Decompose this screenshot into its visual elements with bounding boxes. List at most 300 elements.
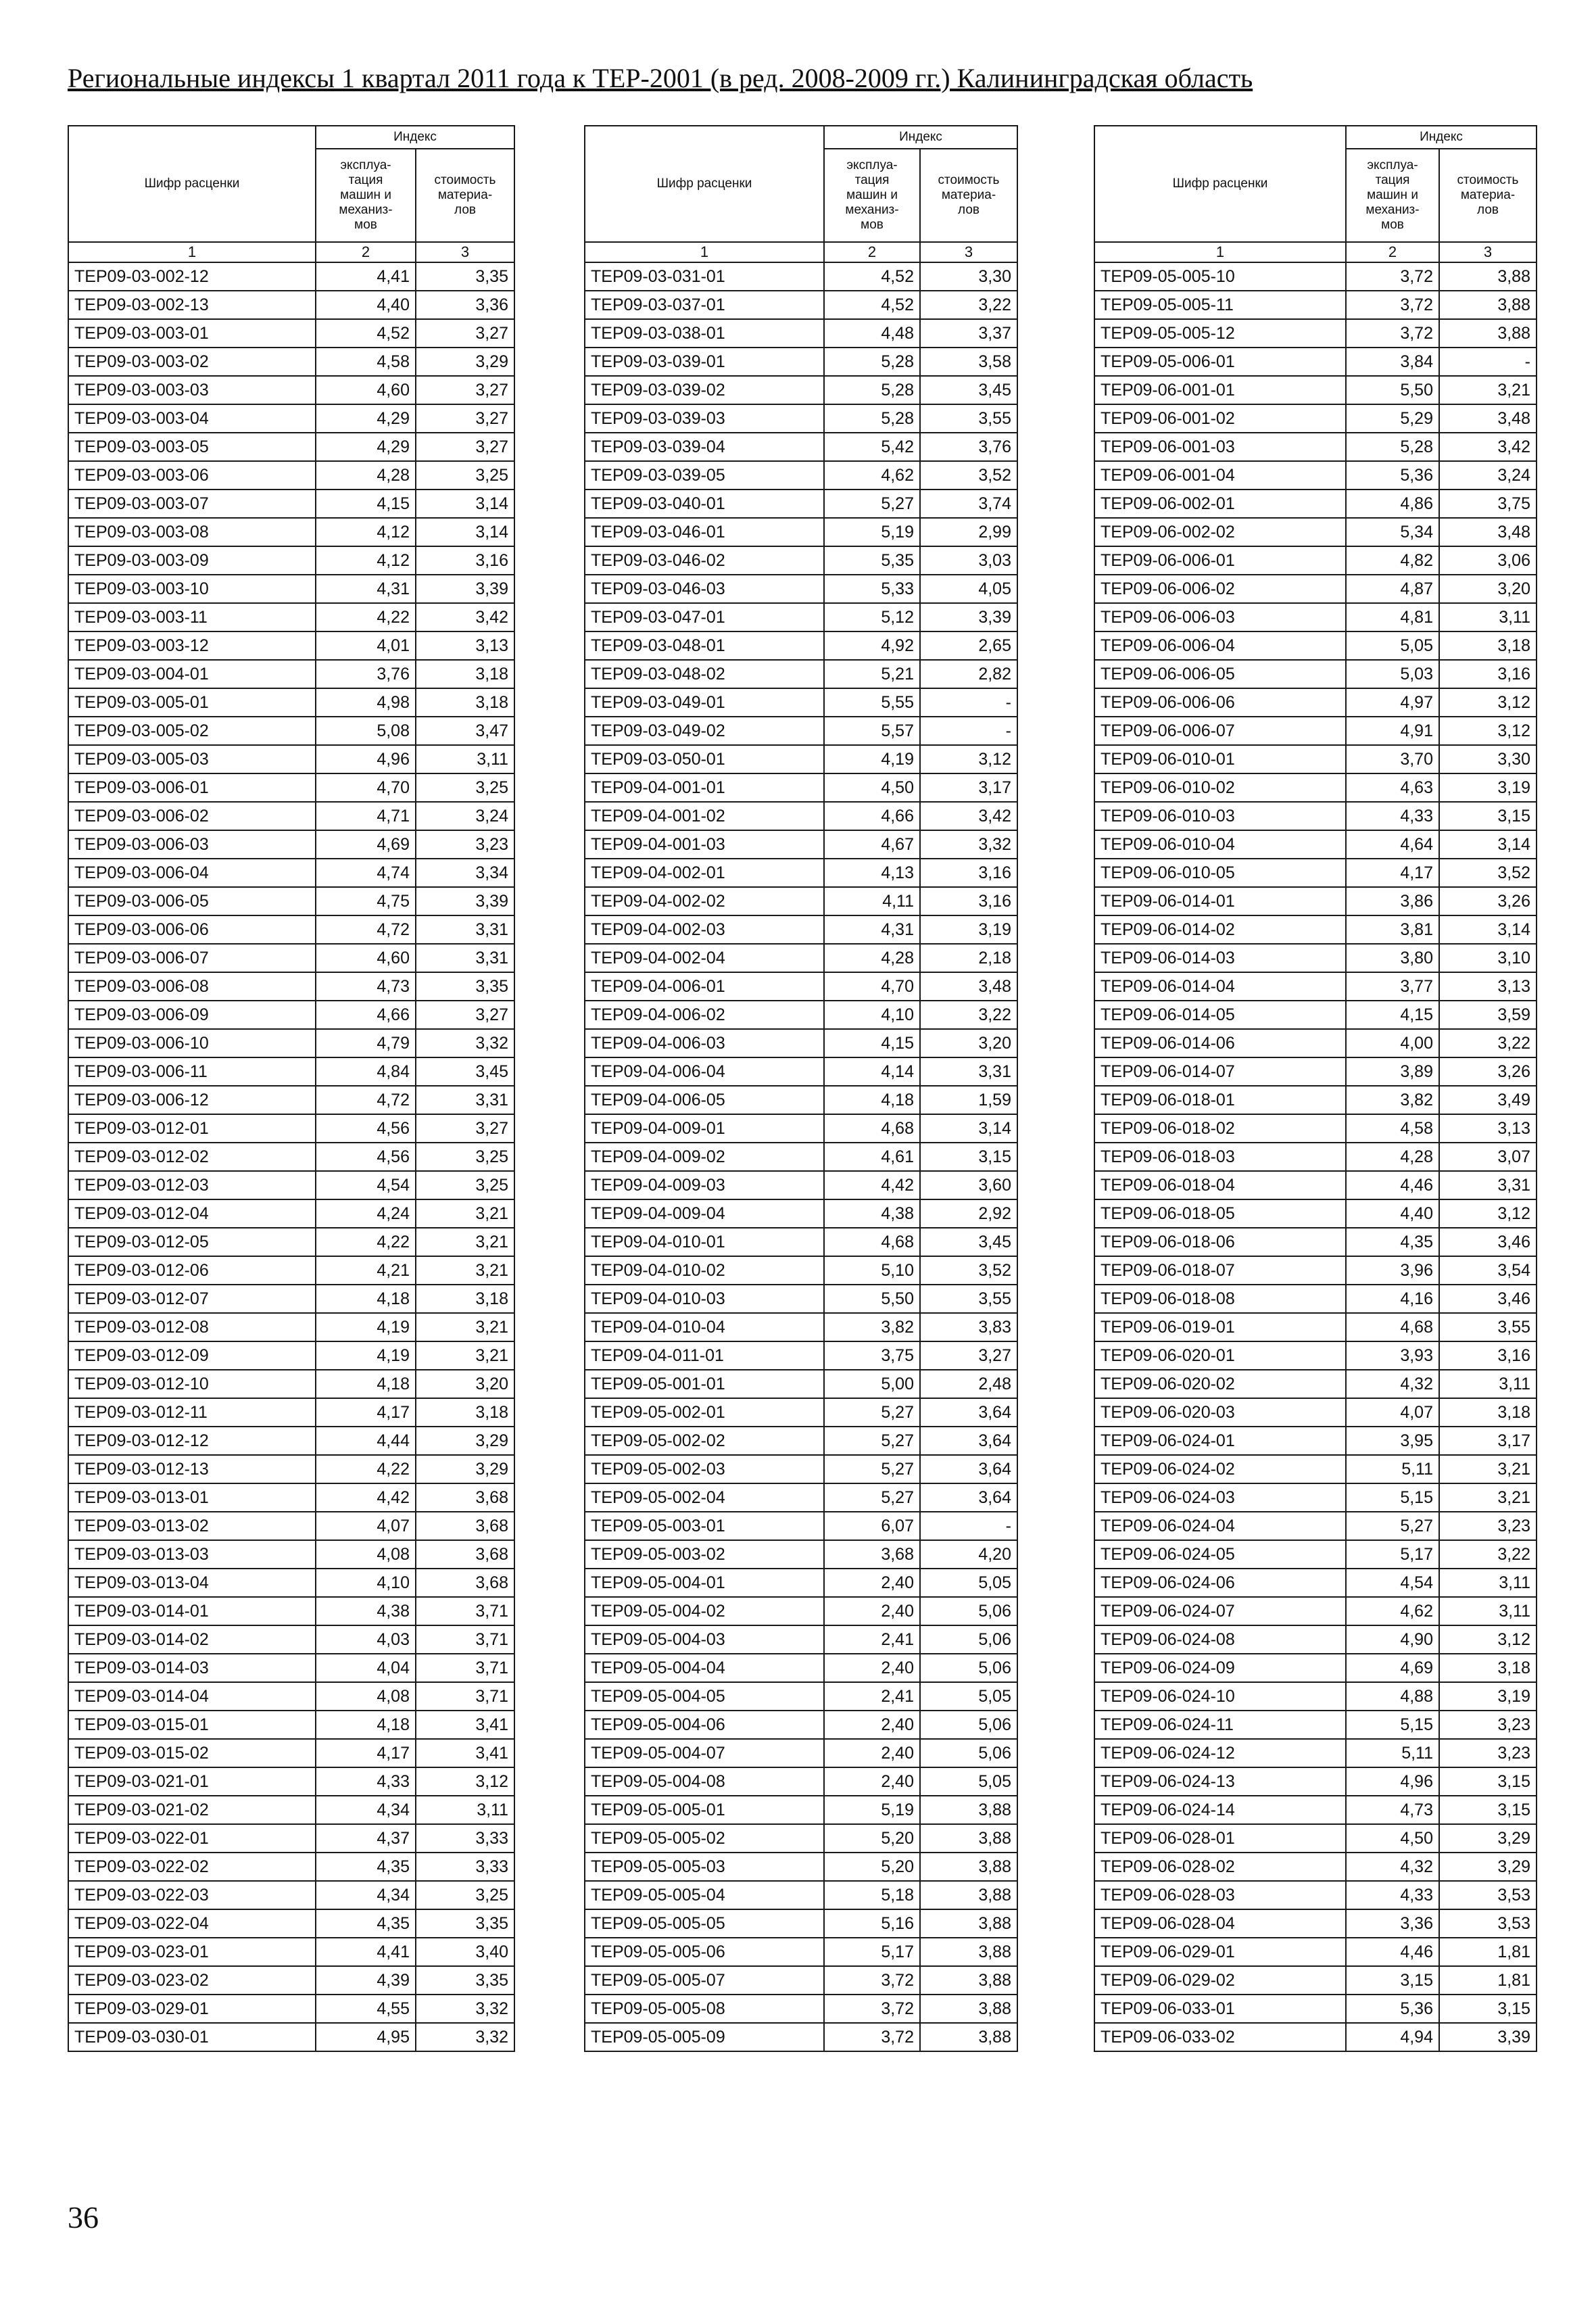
table-row [585,1881,1017,1909]
rate-code-cell: ТЕР09-03-012-04 [68,1199,316,1228]
rate-code-cell: ТЕР09-06-020-02 [1094,1370,1346,1398]
rate-code-cell: ТЕР09-03-047-01 [585,603,824,631]
rate-code-cell: ТЕР09-03-037-01 [585,291,824,319]
machine-index-cell: 4,32 [1346,1370,1439,1398]
table-row [68,1114,514,1143]
table-row [68,1569,514,1597]
table-row [1094,319,1537,348]
rate-code-cell: ТЕР09-06-028-03 [1094,1881,1346,1909]
machine-index-cell: 4,35 [316,1909,416,1938]
rate-code-cell: ТЕР09-05-004-04 [585,1654,824,1682]
machine-index-cell: 4,07 [316,1512,416,1540]
machine-index-cell: 5,11 [1346,1455,1439,1483]
rate-code-cell: ТЕР09-03-012-05 [68,1228,316,1256]
table-row [585,1569,1017,1597]
rate-code-cell: ТЕР09-06-001-04 [1094,461,1346,490]
machine-index-cell: 4,33 [1346,802,1439,830]
machine-index-cell: 4,22 [316,1455,416,1483]
material-index-cell: 3,10 [1439,944,1537,972]
rate-code-cell: ТЕР09-03-006-02 [68,802,316,830]
rate-code-cell: ТЕР09-06-010-03 [1094,802,1346,830]
material-index-cell: 3,25 [416,1171,514,1199]
machine-index-cell: 4,38 [824,1199,920,1228]
table-row [585,1995,1017,2023]
material-index-cell: 3,16 [920,887,1017,915]
table-row [1094,773,1537,802]
material-index-cell: 3,19 [1439,773,1537,802]
rate-code-cell: ТЕР09-06-024-04 [1094,1512,1346,1540]
rate-code-cell: ТЕР09-03-003-10 [68,575,316,603]
table-row [1094,1739,1537,1767]
machine-index-cell: 4,68 [824,1228,920,1256]
material-index-cell: 3,53 [1439,1881,1537,1909]
rate-code-cell: ТЕР09-04-009-01 [585,1114,824,1143]
material-index-cell: 3,64 [920,1455,1017,1483]
table-row [585,1625,1017,1654]
table-row [585,1171,1017,1199]
header-code: Шифр расценки [68,126,316,242]
rate-code-cell: ТЕР09-06-014-06 [1094,1029,1346,1057]
machine-index-cell: 5,19 [824,1796,920,1824]
machine-index-cell: 4,44 [316,1427,416,1455]
machine-index-cell: 3,86 [1346,887,1439,915]
table-row [585,1682,1017,1711]
table-row [68,1824,514,1853]
table-row [1094,1711,1537,1739]
material-index-cell: 3,13 [1439,1114,1537,1143]
material-index-cell: 3,21 [1439,1455,1537,1483]
machine-index-cell: 4,54 [316,1171,416,1199]
table-row [585,1341,1017,1370]
table-row [585,291,1017,319]
machine-index-cell: 4,35 [316,1853,416,1881]
rate-code-cell: ТЕР09-03-004-01 [68,660,316,688]
material-index-cell: 3,52 [920,1256,1017,1285]
rate-code-cell: ТЕР09-04-006-05 [585,1086,824,1114]
material-index-cell: 3,29 [416,1427,514,1455]
material-index-cell: 2,65 [920,631,1017,660]
rate-code-cell: ТЕР09-05-004-07 [585,1739,824,1767]
table-row [68,944,514,972]
rate-code-cell: ТЕР09-03-006-07 [68,944,316,972]
table-row [585,1512,1017,1540]
rate-code-cell: ТЕР09-03-023-01 [68,1938,316,1966]
rate-code-cell: ТЕР09-05-005-04 [585,1881,824,1909]
machine-index-cell: 4,19 [316,1313,416,1341]
material-index-cell: 3,29 [416,348,514,376]
rate-code-cell: ТЕР09-03-012-10 [68,1370,316,1398]
material-index-cell: 3,18 [416,660,514,688]
machine-index-cell: 3,72 [1346,291,1439,319]
rate-code-cell: ТЕР09-05-002-04 [585,1483,824,1512]
rate-code-cell: ТЕР09-06-006-06 [1094,688,1346,717]
rate-code-cell: ТЕР09-06-018-06 [1094,1228,1346,1256]
rate-code-cell: ТЕР09-05-005-08 [585,1995,824,2023]
material-index-cell: 3,71 [416,1625,514,1654]
machine-index-cell: 5,33 [824,575,920,603]
table-row [585,1455,1017,1483]
table-row [585,1767,1017,1796]
material-index-cell: 3,21 [1439,376,1537,404]
table-row [68,1853,514,1881]
rate-code-cell: ТЕР09-03-003-09 [68,546,316,575]
material-index-cell: 3,46 [1439,1285,1537,1313]
table-row [68,1285,514,1313]
rate-code-cell: ТЕР09-03-022-01 [68,1824,316,1853]
material-index-cell: 3,47 [416,717,514,745]
table-row [68,1029,514,1057]
rate-code-cell: ТЕР09-05-001-01 [585,1370,824,1398]
rate-code-cell: ТЕР09-03-039-04 [585,433,824,461]
machine-index-cell: 4,46 [1346,1938,1439,1966]
machine-index-cell: 5,00 [824,1370,920,1398]
table-row [585,376,1017,404]
table-row [68,1427,514,1455]
table-row [1094,1029,1537,1057]
machine-index-cell: 4,00 [1346,1029,1439,1057]
rate-code-cell: ТЕР09-06-024-01 [1094,1427,1346,1455]
material-index-cell: 3,68 [416,1540,514,1569]
material-index-cell: 3,35 [416,1909,514,1938]
material-index-cell: 3,32 [416,2023,514,2051]
material-index-cell: - [1439,348,1537,376]
table-row [68,631,514,660]
material-index-cell: 2,48 [920,1370,1017,1398]
rate-code-cell: ТЕР09-05-004-05 [585,1682,824,1711]
table-row [68,802,514,830]
material-index-cell: 3,11 [1439,603,1537,631]
rate-code-cell: ТЕР09-03-015-02 [68,1739,316,1767]
machine-index-cell: 5,27 [824,1427,920,1455]
machine-index-cell: 6,07 [824,1512,920,1540]
material-index-cell: 3,17 [920,773,1017,802]
machine-index-cell: 4,04 [316,1654,416,1682]
rate-code-cell: ТЕР09-05-005-07 [585,1966,824,1995]
material-index-cell: 3,88 [1439,319,1537,348]
material-index-cell: 3,39 [1439,2023,1537,2051]
material-index-cell: 4,20 [920,1540,1017,1569]
machine-index-cell: 4,66 [316,1001,416,1029]
material-index-cell: 3,32 [920,830,1017,859]
table-row [585,518,1017,546]
table-row [1094,1086,1537,1114]
machine-index-cell: 4,17 [1346,859,1439,887]
rate-code-cell: ТЕР09-06-018-07 [1094,1256,1346,1285]
machine-index-cell: 3,72 [1346,319,1439,348]
material-index-cell: 3,11 [416,1796,514,1824]
machine-index-cell: 3,82 [1346,1086,1439,1114]
rate-code-cell: ТЕР09-03-003-07 [68,490,316,518]
rate-code-cell: ТЕР09-03-012-13 [68,1455,316,1483]
rate-code-cell: ТЕР09-03-021-02 [68,1796,316,1824]
material-index-cell: 3,55 [920,1285,1017,1313]
header-machines: эксплуа- тация машин и механиз- мов [824,149,920,242]
rate-code-cell: ТЕР09-06-024-06 [1094,1569,1346,1597]
machine-index-cell: 4,15 [316,490,416,518]
material-index-cell: 3,35 [416,1966,514,1995]
machine-index-cell: 4,73 [316,972,416,1001]
machine-index-cell: 4,12 [316,546,416,575]
machine-index-cell: 5,36 [1346,1995,1439,2023]
rate-code-cell: ТЕР09-03-006-11 [68,1057,316,1086]
material-index-cell: 3,68 [416,1483,514,1512]
material-index-cell: 2,99 [920,518,1017,546]
machine-index-cell: 4,42 [316,1483,416,1512]
table-row [68,1512,514,1540]
table-row [585,1711,1017,1739]
table-row [1094,1966,1537,1995]
machine-index-cell: 4,01 [316,631,416,660]
machine-index-cell: 5,42 [824,433,920,461]
header-code: Шифр расценки [585,126,824,242]
table-row [585,859,1017,887]
material-index-cell: 3,19 [1439,1682,1537,1711]
rate-code-cell: ТЕР09-04-010-03 [585,1285,824,1313]
table-row [585,660,1017,688]
machine-index-cell: 4,42 [824,1171,920,1199]
table-row [1094,660,1537,688]
rate-code-cell: ТЕР09-06-002-01 [1094,490,1346,518]
rate-code-cell: ТЕР09-03-006-05 [68,887,316,915]
material-index-cell: 3,14 [1439,915,1537,944]
machine-index-cell: 4,16 [1346,1285,1439,1313]
rate-code-cell: ТЕР09-06-028-01 [1094,1824,1346,1853]
material-index-cell: 3,31 [1439,1171,1537,1199]
rate-code-cell: ТЕР09-06-010-04 [1094,830,1346,859]
material-index-cell: 3,52 [920,461,1017,490]
rate-code-cell: ТЕР09-03-013-03 [68,1540,316,1569]
rate-code-cell: ТЕР09-06-010-02 [1094,773,1346,802]
rate-code-cell: ТЕР09-05-004-06 [585,1711,824,1739]
rate-code-cell: ТЕР09-04-001-02 [585,802,824,830]
material-index-cell: 3,22 [1439,1540,1537,1569]
table-row [1094,2023,1537,2051]
table-row [585,773,1017,802]
header-col-number: 2 [824,242,920,262]
material-index-cell: 3,12 [416,1767,514,1796]
machine-index-cell: 3,96 [1346,1256,1439,1285]
machine-index-cell: 4,03 [316,1625,416,1654]
machine-index-cell: 4,63 [1346,773,1439,802]
table-row [585,1370,1017,1398]
rate-code-cell: ТЕР09-03-002-13 [68,291,316,319]
table-row [1094,291,1537,319]
rate-code-cell: ТЕР09-06-024-09 [1094,1654,1346,1682]
table-row [585,1029,1017,1057]
machine-index-cell: 4,33 [1346,1881,1439,1909]
table-row [1094,1881,1537,1909]
machine-index-cell: 4,72 [316,1086,416,1114]
machine-index-cell: 5,50 [824,1285,920,1313]
machine-index-cell: 4,31 [824,915,920,944]
machine-index-cell: 4,96 [316,745,416,773]
material-index-cell: 3,12 [1439,717,1537,745]
machine-index-cell: 5,28 [824,404,920,433]
table-row [68,518,514,546]
material-index-cell: 3,29 [1439,1853,1537,1881]
material-index-cell: 3,24 [1439,461,1537,490]
table-row [1094,631,1537,660]
rate-code-cell: ТЕР09-03-049-01 [585,688,824,717]
material-index-cell: 3,21 [416,1199,514,1228]
material-index-cell: 3,14 [920,1114,1017,1143]
rate-code-cell: ТЕР09-03-048-02 [585,660,824,688]
material-index-cell: 3,33 [416,1824,514,1853]
rate-code-cell: ТЕР09-06-020-03 [1094,1398,1346,1427]
rate-code-cell: ТЕР09-03-039-01 [585,348,824,376]
material-index-cell: 5,06 [920,1597,1017,1625]
table-row [585,1540,1017,1569]
table-row [585,575,1017,603]
material-index-cell: 3,16 [416,546,514,575]
rate-code-cell: ТЕР09-03-006-09 [68,1001,316,1029]
material-index-cell: 3,25 [416,1881,514,1909]
table-row [1094,915,1537,944]
material-index-cell: 3,21 [1439,1483,1537,1512]
machine-index-cell: 4,35 [1346,1228,1439,1256]
machine-index-cell: 5,15 [1346,1483,1439,1512]
table-row [1094,1228,1537,1256]
rate-code-cell: ТЕР09-03-046-01 [585,518,824,546]
material-index-cell: 3,12 [1439,688,1537,717]
header-index: Индекс [1346,126,1537,149]
rate-code-cell: ТЕР09-06-010-01 [1094,745,1346,773]
machine-index-cell: 4,29 [316,404,416,433]
table-row [585,1909,1017,1938]
table-row [68,2023,514,2051]
material-index-cell: 3,37 [920,319,1017,348]
machine-index-cell: 4,22 [316,603,416,631]
machine-index-cell: 5,11 [1346,1739,1439,1767]
rate-code-cell: ТЕР09-03-012-09 [68,1341,316,1370]
table-row [1094,1427,1537,1455]
material-index-cell: 3,41 [416,1711,514,1739]
rate-code-cell: ТЕР09-03-014-04 [68,1682,316,1711]
rate-code-cell: ТЕР09-06-006-02 [1094,575,1346,603]
table-row [1094,830,1537,859]
rate-code-cell: ТЕР09-03-029-01 [68,1995,316,2023]
table-row [68,1654,514,1682]
machine-index-cell: 3,95 [1346,1427,1439,1455]
machine-index-cell: 2,40 [824,1711,920,1739]
table-row [585,1001,1017,1029]
rate-code-cell: ТЕР09-06-028-04 [1094,1909,1346,1938]
material-index-cell: 3,11 [1439,1597,1537,1625]
machine-index-cell: 5,16 [824,1909,920,1938]
rate-code-cell: ТЕР09-05-005-03 [585,1853,824,1881]
material-index-cell: 5,06 [920,1739,1017,1767]
table-row [1094,404,1537,433]
machine-index-cell: 4,68 [1346,1313,1439,1341]
material-index-cell: 5,05 [920,1569,1017,1597]
header-col-number: 1 [1094,242,1346,262]
material-index-cell: 3,88 [920,1881,1017,1909]
machine-index-cell: 4,07 [1346,1398,1439,1427]
machine-index-cell: 4,41 [316,262,416,291]
material-index-cell: 3,41 [416,1739,514,1767]
rate-code-cell: ТЕР09-05-005-02 [585,1824,824,1853]
table-row [585,1057,1017,1086]
material-index-cell: 3,54 [1439,1256,1537,1285]
machine-index-cell: 3,76 [316,660,416,688]
machine-index-cell: 4,88 [1346,1682,1439,1711]
header-col-number: 3 [416,242,514,262]
rate-code-cell: ТЕР09-03-005-01 [68,688,316,717]
material-index-cell: 3,15 [1439,1796,1537,1824]
table-row [1094,1625,1537,1654]
rate-code-cell: ТЕР09-06-024-02 [1094,1455,1346,1483]
table-row [585,802,1017,830]
material-index-cell: - [920,688,1017,717]
material-index-cell: 3,60 [920,1171,1017,1199]
rate-code-cell: ТЕР09-03-013-01 [68,1483,316,1512]
machine-index-cell: 5,18 [824,1881,920,1909]
machine-index-cell: 4,73 [1346,1796,1439,1824]
material-index-cell: 3,88 [1439,291,1537,319]
table-row [68,291,514,319]
rate-code-cell: ТЕР09-06-019-01 [1094,1313,1346,1341]
material-index-cell: 3,18 [416,1398,514,1427]
machine-index-cell: 5,17 [1346,1540,1439,1569]
table-row [585,1313,1017,1341]
table-row [1094,1853,1537,1881]
material-index-cell: 3,48 [920,972,1017,1001]
machine-index-cell: 4,50 [1346,1824,1439,1853]
table-row [68,461,514,490]
rate-code-cell: ТЕР09-06-001-02 [1094,404,1346,433]
material-index-cell: 3,76 [920,433,1017,461]
rate-code-cell: ТЕР09-03-031-01 [585,262,824,291]
machine-index-cell: 4,22 [316,1228,416,1256]
machine-index-cell: 4,38 [316,1597,416,1625]
table-row [585,1483,1017,1512]
rate-code-cell: ТЕР09-06-006-04 [1094,631,1346,660]
rate-code-cell: ТЕР09-05-004-03 [585,1625,824,1654]
table-row [68,1341,514,1370]
rate-code-cell: ТЕР09-06-020-01 [1094,1341,1346,1370]
table-row [68,887,514,915]
machine-index-cell: 4,82 [1346,546,1439,575]
table-row [68,433,514,461]
machine-index-cell: 4,46 [1346,1171,1439,1199]
table-row [68,1938,514,1966]
machine-index-cell: 4,34 [316,1881,416,1909]
rate-code-cell: ТЕР09-06-024-13 [1094,1767,1346,1796]
rate-code-cell: ТЕР09-03-003-01 [68,319,316,348]
machine-index-cell: 3,80 [1346,944,1439,972]
machine-index-cell: 4,91 [1346,717,1439,745]
rate-code-cell: ТЕР09-06-014-03 [1094,944,1346,972]
table-row [585,1398,1017,1427]
rate-code-cell: ТЕР09-03-003-02 [68,348,316,376]
rate-code-cell: ТЕР09-03-023-02 [68,1966,316,1995]
header-machines: эксплуа- тация машин и механиз- мов [1346,149,1439,242]
rate-code-cell: ТЕР09-03-003-12 [68,631,316,660]
material-index-cell: 3,36 [416,291,514,319]
material-index-cell: 3,16 [1439,1341,1537,1370]
material-index-cell: - [920,717,1017,745]
table-body [1094,262,1537,2051]
material-index-cell: 3,29 [1439,1824,1537,1853]
rate-code-cell: ТЕР09-04-009-02 [585,1143,824,1171]
table-row [585,603,1017,631]
rate-code-cell: ТЕР09-03-013-02 [68,1512,316,1540]
machine-index-cell: 4,31 [316,575,416,603]
machine-index-cell: 4,19 [316,1341,416,1370]
machine-index-cell: 4,28 [824,944,920,972]
material-index-cell: 1,81 [1439,1966,1537,1995]
table-row [68,1228,514,1256]
